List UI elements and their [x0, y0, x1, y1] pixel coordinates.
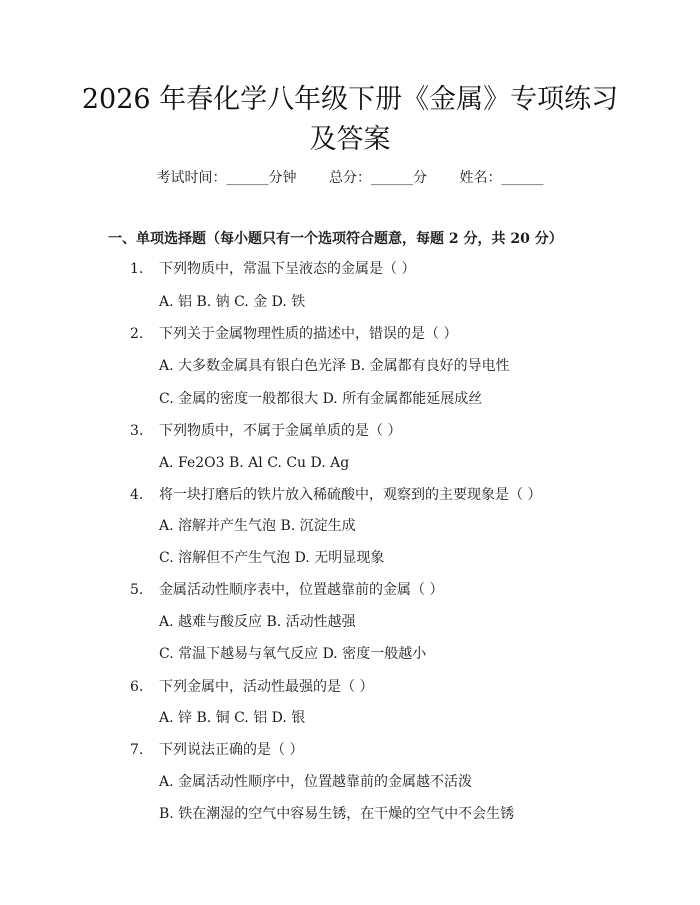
question-options: A. 大多数金属具有银白色光泽 B. 金属都有良好的导电性	[159, 358, 510, 374]
question-text: 下列金属中，活动性最强的是（ ）	[159, 679, 374, 695]
question-text: 下列物质中，常温下呈液态的金属是（ ）	[159, 261, 416, 277]
question	[130, 485, 541, 505]
question-options: A. 溶解并产生气泡 B. 沉淀生成	[159, 518, 356, 534]
question-options: A. 金属活动性顺序中，位置越靠前的金属越不活泼	[159, 774, 473, 790]
question-options: C. 常温下越易与氧气反应 D. 密度一般越小	[159, 646, 427, 662]
question-text: 金属活动性顺序表中，位置越靠前的金属（ ）	[159, 582, 444, 598]
question-text: 下列关于金属物理性质的描述中，错误的是（ ）	[159, 326, 458, 342]
question	[130, 324, 457, 344]
section-heading: 一、单项选择题（每小题只有一个选项符合题意，每题 2 分，共 20 分）	[108, 231, 563, 247]
question-number: 5.	[130, 582, 144, 598]
question	[130, 677, 373, 697]
question-options: A. Fe2O3 B. Al C. Cu D. Ag	[159, 455, 350, 471]
question-options: A. 铝 B. 钠 C. 金 D. 铁	[159, 294, 306, 310]
question-number: 1.	[130, 261, 144, 277]
document-title-line2: 及答案	[309, 124, 391, 155]
question-number: 3.	[130, 423, 144, 439]
question	[130, 580, 443, 600]
question-number: 6.	[130, 679, 144, 695]
question-options: A. 锌 B. 铜 C. 铝 D. 银	[159, 710, 306, 726]
exam-score: 总分：______分	[329, 170, 427, 186]
question	[130, 421, 401, 441]
question	[130, 259, 415, 279]
question-text: 将一块打磨后的铁片放入稀硫酸中，观察到的主要现象是（ ）	[159, 487, 542, 503]
question-number: 4.	[130, 487, 144, 503]
question-text: 下列说法正确的是（ ）	[159, 742, 304, 758]
question	[130, 740, 303, 760]
question-options: C. 溶解但不产生气泡 D. 无明显现象	[159, 550, 385, 566]
student-name: 姓名：______	[459, 170, 544, 186]
question-number: 2.	[130, 326, 144, 342]
question-options: A. 越难与酸反应 B. 活动性越强	[159, 614, 356, 630]
exam-time: 考试时间：______分钟	[156, 170, 297, 186]
document-title-line1: 2026 年春化学八年级下册《金属》专项练习	[81, 84, 619, 115]
exam-info	[0, 168, 700, 188]
question-text: 下列物质中，不属于金属单质的是（ ）	[159, 423, 402, 439]
question-number: 7.	[130, 742, 144, 758]
question-options: C. 金属的密度一般都很大 D. 所有金属都能延展成丝	[159, 391, 483, 407]
question-options: B. 铁在潮湿的空气中容易生锈，在干燥的空气中不会生锈	[159, 806, 515, 822]
